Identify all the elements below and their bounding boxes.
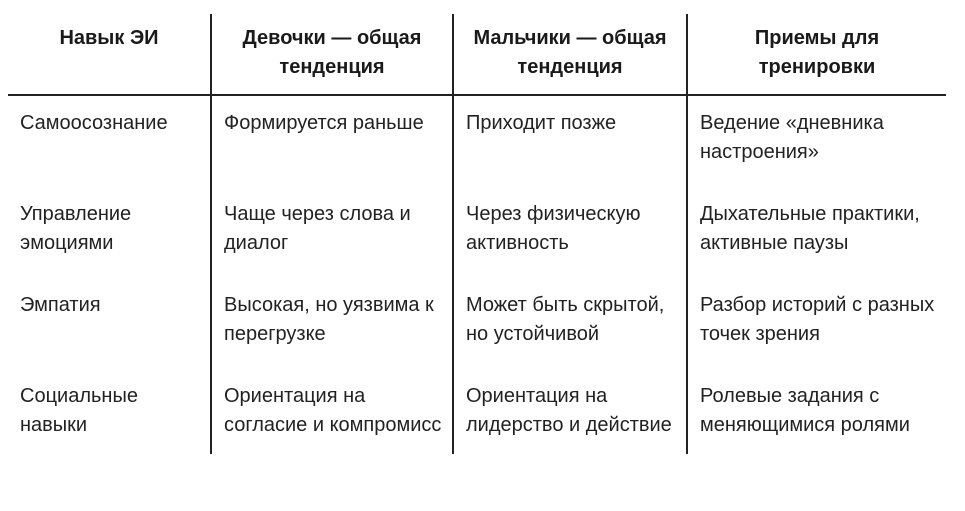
cell-skill: Эмпатия	[20, 294, 101, 316]
cell-boys: Может быть скрытой, но устойчивой	[453, 279, 687, 370]
cell-girls: Ориентация на согласие и компромисс	[211, 370, 453, 454]
table-header-row	[8, 14, 946, 95]
cell-girls: Формируется раньше	[211, 95, 453, 188]
header-girls: Девочки — общая тенденция	[211, 14, 453, 95]
cell-girls: Высокая, но уязвима к перегрузке	[211, 279, 453, 370]
header-skill: Навык ЭИ	[8, 14, 211, 95]
cell-techniques: Ведение «дневника настроения»	[687, 95, 946, 188]
header-boys: Мальчики — общая тенденция	[453, 14, 687, 95]
cell-skill: Социальные навыки	[20, 385, 138, 436]
cell-girls: Чаще через слова и диалог	[211, 188, 453, 279]
table-row	[8, 188, 946, 279]
header-techniques: Приемы для тренировки	[687, 14, 946, 95]
cell-techniques: Дыхательные практики, активные паузы	[687, 188, 946, 279]
cell-boys: Через физическую активность	[453, 188, 687, 279]
table-row	[8, 370, 946, 454]
cell-boys: Приходит позже	[453, 95, 687, 188]
table-row	[8, 95, 946, 188]
cell-skill: Управление эмоциями	[20, 203, 132, 254]
cell-techniques: Ролевые задания с меняющимися ролями	[687, 370, 946, 454]
table-row	[8, 279, 946, 370]
cell-skill: Самоосознание	[20, 112, 168, 134]
ei-skills-table	[8, 14, 946, 454]
cell-techniques: Разбор историй с разных точек зрения	[687, 279, 946, 370]
cell-boys: Ориентация на лидерство и действие	[453, 370, 687, 454]
